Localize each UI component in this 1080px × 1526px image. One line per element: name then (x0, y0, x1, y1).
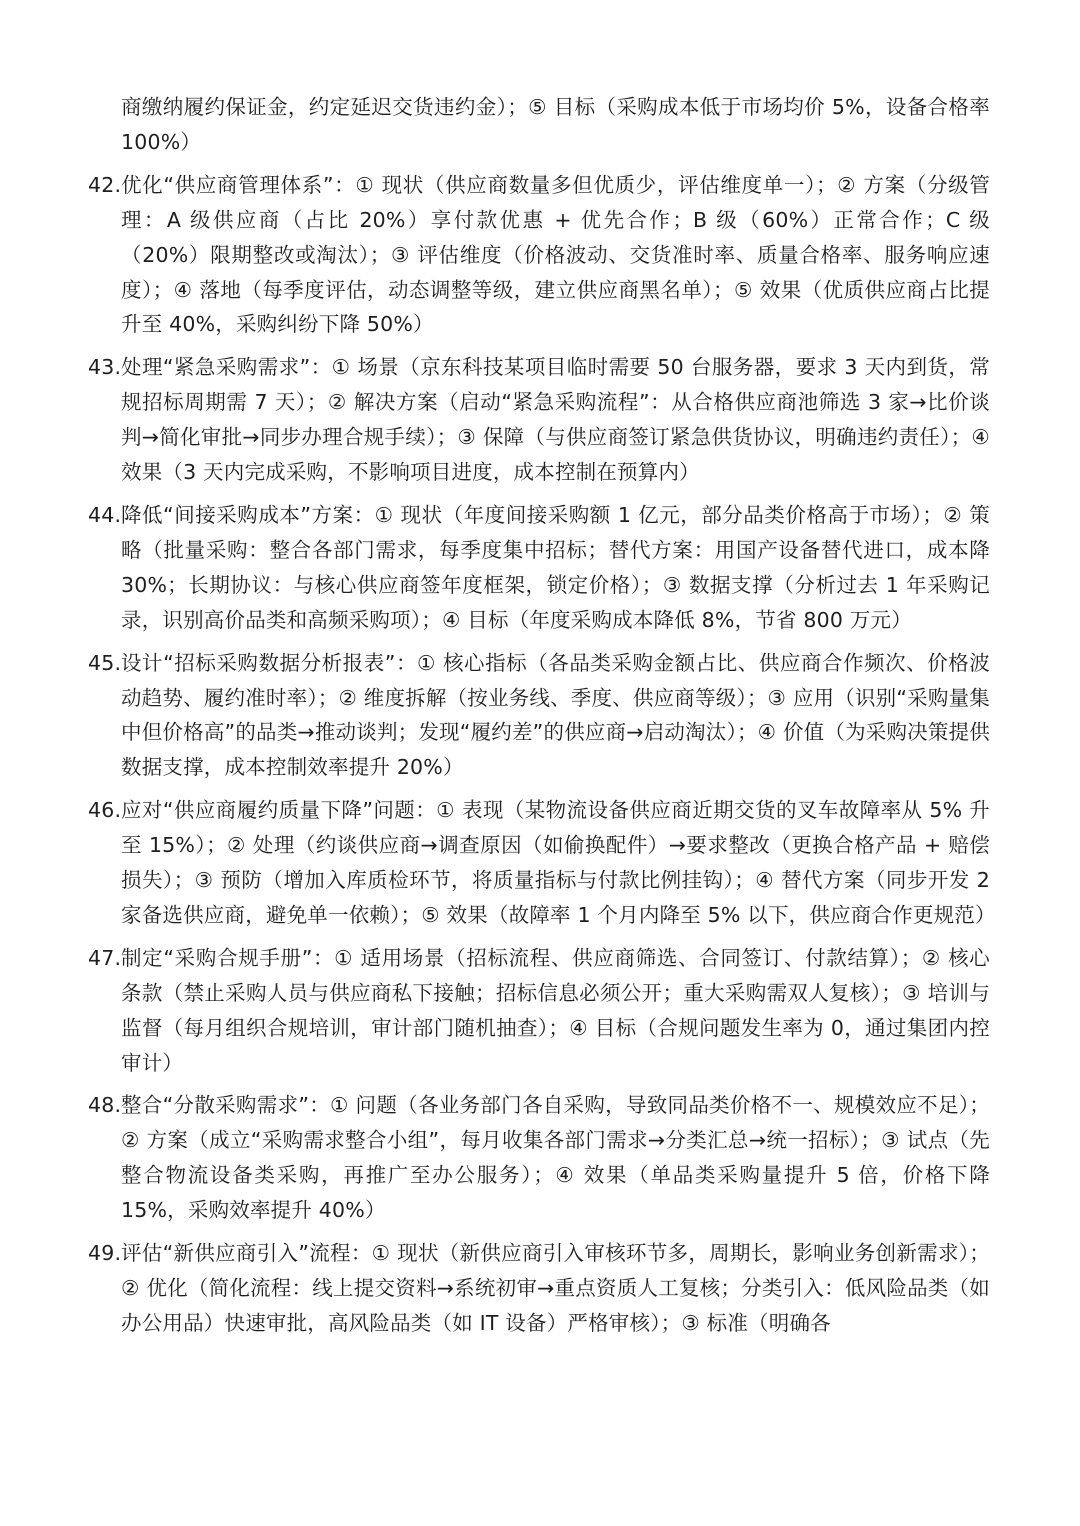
item-number: 48. (88, 1093, 122, 1118)
list-item (88, 941, 990, 1081)
list-item (88, 1088, 990, 1228)
list-item (88, 350, 990, 490)
item-number: 49. (88, 1241, 122, 1266)
list-item (88, 498, 990, 638)
item-number: 46. (88, 798, 122, 823)
item-text: 设计“招标采购数据分析报表”：① 核心指标（各品类采购金额占比、供应商合作频次、价格波动趋势、履约准时率）；② 维度拆解（按业务线、季度、供应商等级）；③ 应用（识别“采购量集中但价格高”的品类→推动谈判；发现“履约差”的供应商→启动淘汰）；④ 价值（为采购决策提供数据支撑，成本控制效率提升 20%） (121, 650, 990, 780)
item-text: 整合“分散采购需求”：① 问题（各业务部门各自采购，导致同品类价格不一、规模效应不足）；② 方案（成立“采购需求整合小组”，每月收集各部门需求→分类汇总→统一招标）；③ 试点（先整合物流设备类采购，再推广至办公服务）；④ 效果（单品类采购量提升 5 倍，价格下降 15%，采购效率提升 40%） (121, 1093, 990, 1223)
item-text: 应对“供应商履约质量下降”问题：① 表现（某物流设备供应商近期交货的叉车故障率从 5% 升至 15%）；② 处理（约谈供应商→调查原因（如偷换配件）→要求整改（更换合格产品 + 赔偿损失）；③ 预防（增加入库质检环节，将质量指标与付款比例挂钩）；④ 替代方案（同步开发 2 家备选供应商，避免单一依赖）；⑤ 效果（故障率 1 个月内降至 5% 以下，供应商合作更规范） (121, 798, 996, 927)
list-item (88, 646, 990, 786)
item-text: 制定“采购合规手册”：① 适用场景（招标流程、供应商筛选、合同签订、付款结算）；② 核心条款（禁止采购人员与供应商私下接触；招标信息必须公开；重大采购需双人复核）；③ 培训与监督（每月组织合规培训，审计部门随机抽查）；④ 目标（合规问题发生率为 0，通过集团内控审计） (121, 945, 990, 1075)
item-number: 45. (88, 650, 122, 675)
list-item (88, 1236, 990, 1341)
continuation-text: 商缴纳履约保证金，约定延迟交货违约金）；⑤ 目标（采购成本低于市场均价 5%，设备合格率 100%） (121, 95, 990, 154)
item-text: 降低“间接采购成本”方案：① 现状（年度间接采购额 1 亿元，部分品类价格高于市场）；② 策略（批量采购：整合各部门需求，每季度集中招标；替代方案：用国产设备替代进口，成本降 30%；长期协议：与核心供应商签年度框架，锁定价格）；③ 数据支撑（分析过去 1 年采购记录，识别高价品类和高频采购项）；④ 目标（年度采购成本降低 8%，节省 800 万元） (121, 502, 990, 632)
item-number: 47. (88, 945, 122, 970)
item-number: 43. (88, 355, 122, 380)
continuation-paragraph (88, 90, 990, 160)
list-item (88, 168, 990, 343)
item-number: 44. (88, 502, 122, 527)
item-text: 优化“供应商管理体系”：① 现状（供应商数量多但优质少，评估维度单一）；② 方案（分级管理：A 级供应商（占比 20%）享付款优惠 + 优先合作；B 级（60%）正常合作；C 级（20%）限期整改或淘汰）；③ 评估维度（价格波动、交货准时率、质量合格率、服务响应速度）；④ 落地（每季度评估，动态调整等级，建立供应商黑名单）；⑤ 效果（优质供应商占比提升至 40%，采购纠纷下降 50%） (121, 172, 990, 337)
list-item (88, 793, 996, 933)
item-text: 处理“紧急采购需求”：① 场景（京东科技某项目临时需要 50 台服务器，要求 3 天内到货，常规招标周期需 7 天）；② 解决方案（启动“紧急采购流程”：从合格供应商池筛选 3 家→比价谈判→简化审批→同步办理合规手续）；③ 保障（与供应商签订紧急供货协议，明确违约责任）；④ 效果（3 天内完成采购，不影响项目进度，成本控制在预算内） (121, 355, 990, 485)
item-text: 评估“新供应商引入”流程：① 现状（新供应商引入审核环节多，周期长，影响业务创新需求）；② 优化（简化流程：线上提交资料→系统初审→重点资质人工复核；分类引入：低风险品类（如办公用品）快速审批，高风险品类（如 IT 设备）严格审核）；③ 标准（明确各 (121, 1241, 990, 1335)
item-number: 42. (88, 172, 122, 197)
